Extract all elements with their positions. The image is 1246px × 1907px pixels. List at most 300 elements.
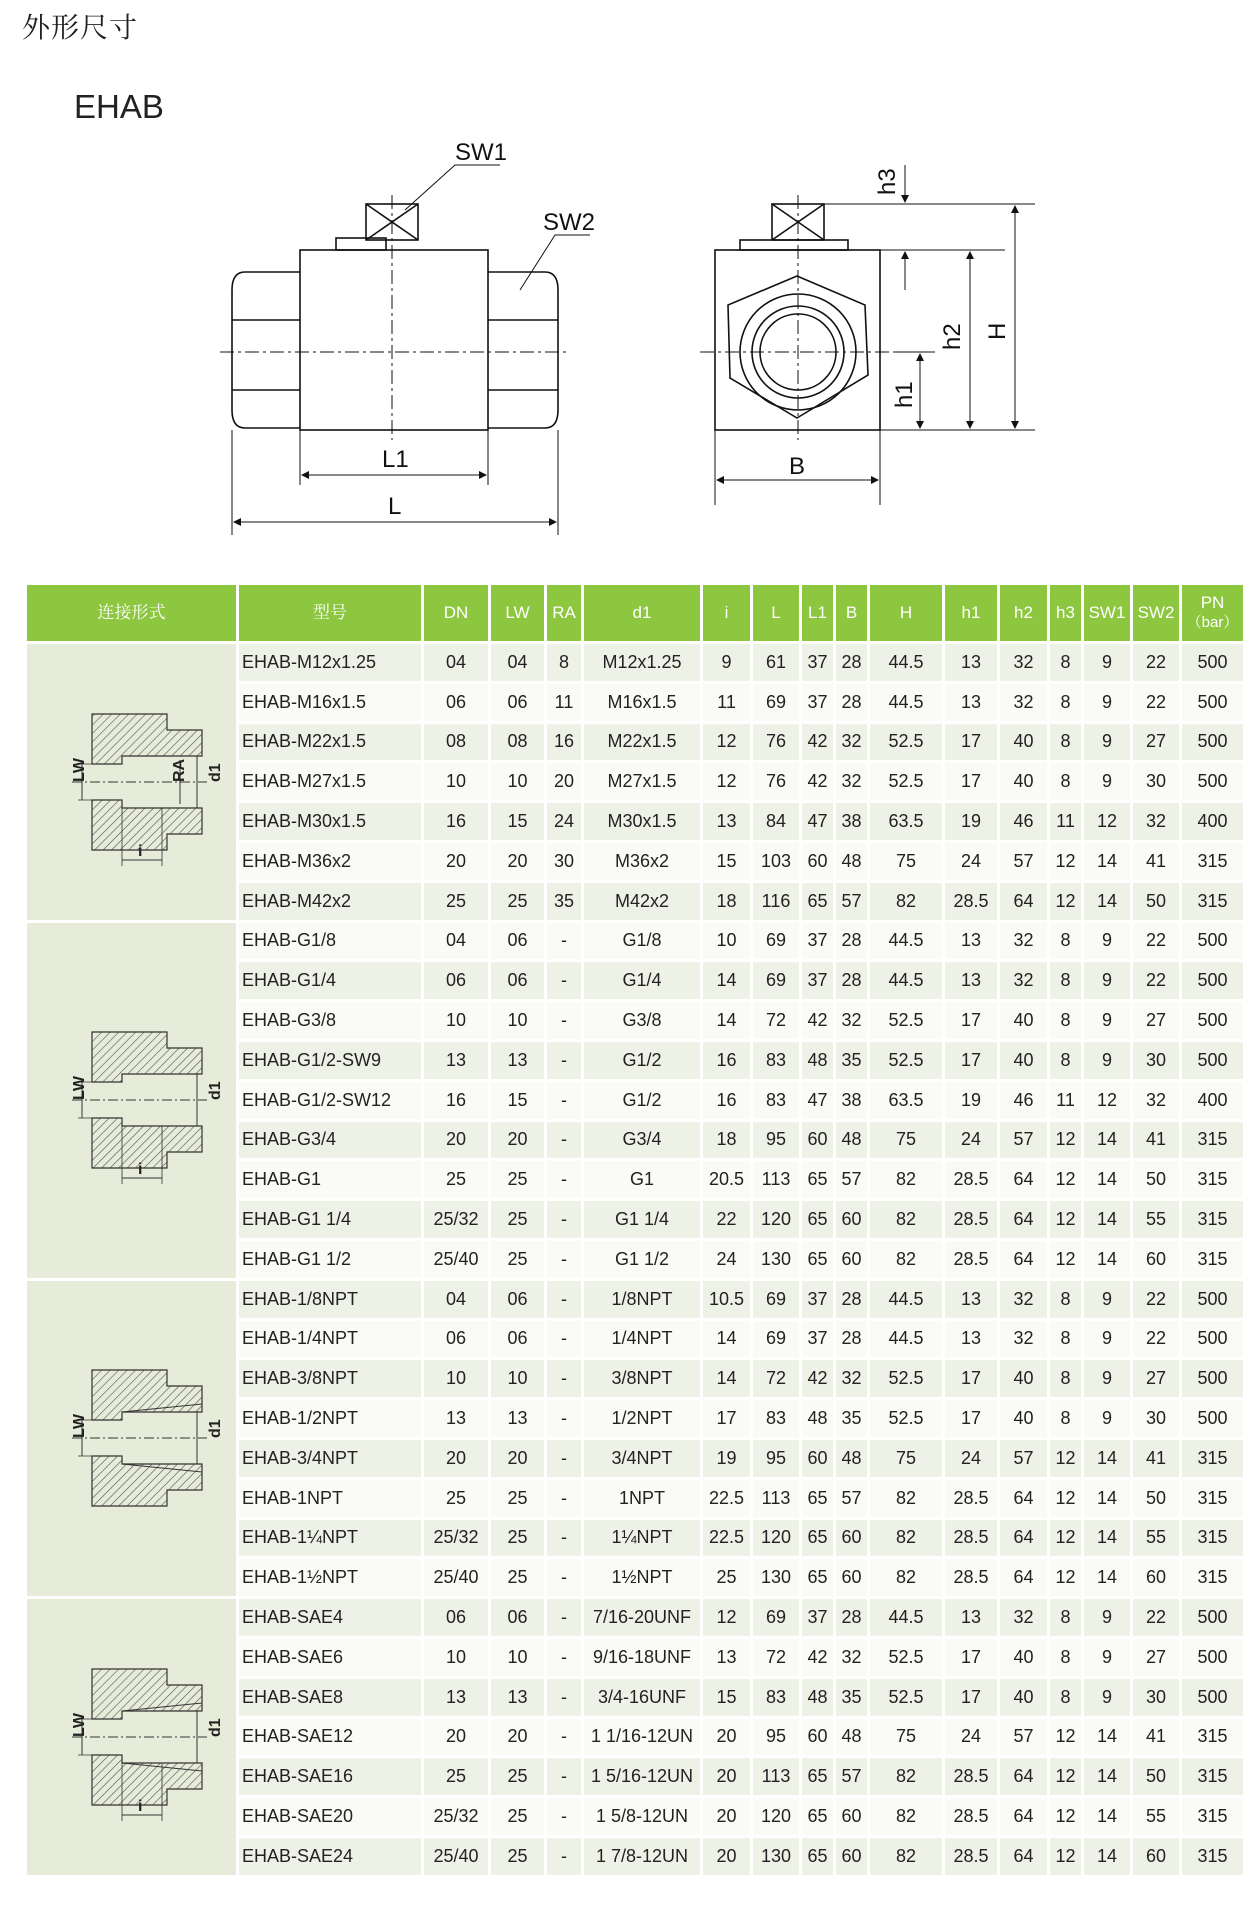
header-h: H [870,585,942,641]
cell-lw: 10 [491,763,544,800]
cell-sw2: 41 [1133,1719,1179,1756]
cell-sw2: 27 [1133,724,1179,761]
cell-d1: 9/16-18UNF [584,1639,700,1676]
cell-h1: 28.5 [945,1559,997,1596]
page-title: 外形尺寸 [22,11,139,44]
cell-d1: 1NPT [584,1480,700,1517]
cell-l: 130 [753,1559,799,1596]
cell-h3: 8 [1050,1599,1081,1636]
cell-sw1: 14 [1084,1161,1130,1198]
cell-l: 130 [753,1241,799,1278]
cell-model: EHAB-3/4NPT [239,1440,421,1477]
cell-b: 60 [836,1201,867,1238]
cell-dn: 10 [424,1002,488,1039]
cell-h2: 46 [1000,1082,1047,1119]
cell-sw2: 22 [1133,1281,1179,1318]
cell-model: EHAB-M16x1.5 [239,684,421,721]
cell-l1: 42 [802,1002,833,1039]
cell-ra: 24 [547,803,581,840]
cell-model: EHAB-SAE8 [239,1679,421,1716]
cell-ra: - [547,1639,581,1676]
cell-dn: 16 [424,1082,488,1119]
cell-ra: - [547,1599,581,1636]
cell-b: 48 [836,1122,867,1159]
cell-h1: 17 [945,1002,997,1039]
cell-lw: 25 [491,1559,544,1596]
cell-sw2: 22 [1133,923,1179,960]
cell-sw1: 14 [1084,1719,1130,1756]
thumb-label-d1: d1 [206,1419,224,1439]
cell-d1: G1/4 [584,962,700,999]
cell-b: 57 [836,1480,867,1517]
cell-dn: 04 [424,923,488,960]
cell-h: 82 [870,1559,942,1596]
cell-sw2: 55 [1133,1798,1179,1835]
cell-h1: 13 [945,644,997,681]
cell-dn: 20 [424,1440,488,1477]
cell-dn: 25/40 [424,1838,488,1875]
cell-l: 130 [753,1838,799,1875]
thumb-label-i: i [137,842,142,860]
thumb-label-i: i [137,1797,142,1815]
cell-pn: 500 [1182,1599,1243,1636]
cell-b: 48 [836,1440,867,1477]
thumb-label-lw: LW [70,1414,88,1439]
cell-ra: - [547,1520,581,1557]
cell-d1: 1/8NPT [584,1281,700,1318]
cell-i: 22.5 [703,1480,750,1517]
cell-h1: 28.5 [945,1838,997,1875]
cell-sw2: 41 [1133,843,1179,880]
cell-i: 10.5 [703,1281,750,1318]
cell-pn: 315 [1182,1758,1243,1795]
label-l1: L1 [382,446,409,473]
cell-h2: 64 [1000,1241,1047,1278]
cell-pn: 315 [1182,1480,1243,1517]
cell-l: 113 [753,1480,799,1517]
thumb-label-d1: d1 [206,1718,224,1737]
cell-h1: 17 [945,1679,997,1716]
cell-lw: 13 [491,1400,544,1437]
cell-i: 22.5 [703,1520,750,1557]
cell-dn: 20 [424,843,488,880]
cell-l: 113 [753,1758,799,1795]
cell-i: 19 [703,1440,750,1477]
cell-i: 12 [703,724,750,761]
cell-sw2: 30 [1133,1042,1179,1079]
cell-b: 32 [836,1639,867,1676]
table-header-row [27,585,1243,641]
cell-i: 12 [703,763,750,800]
header-connection-type: 连接形式 [27,585,236,641]
cell-b: 32 [836,1360,867,1397]
cell-sw1: 14 [1084,843,1130,880]
cell-h2: 64 [1000,1838,1047,1875]
cell-h3: 12 [1050,1838,1081,1875]
thumb-label-i: i [137,1161,142,1179]
cell-h2: 40 [1000,1360,1047,1397]
cell-dn: 25 [424,1758,488,1795]
cell-lw: 25 [491,883,544,920]
cell-sw1: 9 [1084,1599,1130,1636]
cell-h2: 57 [1000,1122,1047,1159]
cell-l1: 65 [802,1480,833,1517]
cell-sw1: 9 [1084,1321,1130,1358]
cell-b: 57 [836,1161,867,1198]
cell-lw: 25 [491,1758,544,1795]
cell-h: 52.5 [870,1400,942,1437]
cell-pn: 315 [1182,1838,1243,1875]
cell-l: 69 [753,1281,799,1318]
cell-sw1: 9 [1084,1639,1130,1676]
cell-b: 28 [836,1599,867,1636]
cell-sw1: 9 [1084,1400,1130,1437]
cell-dn: 25 [424,883,488,920]
cell-ra: 11 [547,684,581,721]
cell-d1: 1 5/8-12UN [584,1798,700,1835]
header-ra: RA [547,585,581,641]
cell-h3: 12 [1050,1520,1081,1557]
cell-lw: 25 [491,1480,544,1517]
cell-h3: 8 [1050,1639,1081,1676]
cell-pn: 500 [1182,1002,1243,1039]
cell-d1: G1 1/2 [584,1241,700,1278]
cell-lw: 13 [491,1679,544,1716]
cell-h1: 17 [945,1360,997,1397]
cell-sw1: 14 [1084,1241,1130,1278]
cell-sw1: 14 [1084,1480,1130,1517]
cell-h1: 24 [945,1122,997,1159]
valve-dimension-drawing [0,130,1244,550]
cell-h2: 32 [1000,644,1047,681]
cell-l: 72 [753,1002,799,1039]
cell-sw2: 22 [1133,644,1179,681]
cell-l: 76 [753,724,799,761]
cell-i: 13 [703,803,750,840]
cell-pn: 315 [1182,1440,1243,1477]
cell-h: 75 [870,843,942,880]
cell-sw1: 14 [1084,1440,1130,1477]
cell-dn: 25/40 [424,1559,488,1596]
cell-h2: 40 [1000,1002,1047,1039]
cell-model: EHAB-M42x2 [239,883,421,920]
cell-d1: M22x1.5 [584,724,700,761]
cell-h3: 8 [1050,1281,1081,1318]
header-pn [1182,585,1243,641]
table-row [27,1599,1243,1636]
cell-dn: 06 [424,1321,488,1358]
cell-h3: 12 [1050,843,1081,880]
thumb-label-lw: LW [70,1076,88,1101]
cell-h: 82 [870,1838,942,1875]
cell-sw2: 41 [1133,1122,1179,1159]
cell-lw: 20 [491,1122,544,1159]
cell-b: 35 [836,1679,867,1716]
cell-ra: - [547,1241,581,1278]
cell-h3: 8 [1050,1360,1081,1397]
cell-ra: - [547,1360,581,1397]
cell-lw: 06 [491,923,544,960]
cell-lw: 10 [491,1002,544,1039]
cell-b: 35 [836,1042,867,1079]
cell-d1: M42x2 [584,883,700,920]
cell-h1: 13 [945,962,997,999]
label-h1: h1 [891,381,918,408]
cell-model: EHAB-SAE16 [239,1758,421,1795]
cell-sw2: 27 [1133,1360,1179,1397]
cell-h: 75 [870,1440,942,1477]
cell-b: 35 [836,1400,867,1437]
cell-h1: 28.5 [945,1758,997,1795]
cell-model: EHAB-SAE4 [239,1599,421,1636]
cell-sw2: 60 [1133,1241,1179,1278]
side-view [220,165,590,535]
cell-l: 69 [753,684,799,721]
thumb-label-d1: d1 [206,1081,224,1101]
cell-l1: 65 [802,883,833,920]
cell-l: 95 [753,1440,799,1477]
cell-sw1: 9 [1084,684,1130,721]
cell-l1: 37 [802,1321,833,1358]
cell-h1: 28.5 [945,1480,997,1517]
cell-model: EHAB-M27x1.5 [239,763,421,800]
cell-ra: - [547,1480,581,1517]
cell-h3: 12 [1050,1559,1081,1596]
cell-h: 82 [870,1161,942,1198]
cell-dn: 13 [424,1400,488,1437]
cell-b: 60 [836,1798,867,1835]
header-i: i [703,585,750,641]
cell-h: 63.5 [870,1082,942,1119]
cell-h1: 28.5 [945,883,997,920]
cell-h2: 32 [1000,1321,1047,1358]
cell-model: EHAB-1/2NPT [239,1400,421,1437]
cell-sw2: 30 [1133,1679,1179,1716]
cell-d1: G1/2 [584,1082,700,1119]
cell-h: 44.5 [870,1281,942,1318]
cell-h2: 40 [1000,763,1047,800]
label-H: H [984,322,1011,340]
cell-l: 120 [753,1520,799,1557]
cell-d1: 7/16-20UNF [584,1599,700,1636]
cell-h2: 40 [1000,1042,1047,1079]
cell-ra: 35 [547,883,581,920]
cell-h2: 32 [1000,1281,1047,1318]
cell-b: 32 [836,724,867,761]
cell-sw1: 9 [1084,1281,1130,1318]
cell-sw1: 9 [1084,962,1130,999]
cell-h2: 64 [1000,883,1047,920]
cell-sw1: 14 [1084,1758,1130,1795]
label-h3: h3 [874,168,901,195]
header-h3: h3 [1050,585,1081,641]
cell-pn: 500 [1182,1321,1243,1358]
cell-h3: 8 [1050,1042,1081,1079]
cell-d1: G3/8 [584,1002,700,1039]
cell-model: EHAB-M30x1.5 [239,803,421,840]
cell-l1: 37 [802,1281,833,1318]
cell-h2: 57 [1000,843,1047,880]
cell-h3: 12 [1050,1480,1081,1517]
cell-sw1: 9 [1084,1002,1130,1039]
cell-l1: 48 [802,1400,833,1437]
cell-sw2: 22 [1133,1599,1179,1636]
cell-dn: 13 [424,1679,488,1716]
cell-dn: 08 [424,724,488,761]
cell-sw1: 9 [1084,724,1130,761]
cell-sw1: 9 [1084,763,1130,800]
cell-pn: 315 [1182,883,1243,920]
cell-h: 52.5 [870,1002,942,1039]
cell-lw: 25 [491,1798,544,1835]
cell-h1: 17 [945,763,997,800]
header-l: L [753,585,799,641]
cell-l: 69 [753,1599,799,1636]
cell-h3: 12 [1050,883,1081,920]
cell-model: EHAB-G1/2-SW12 [239,1082,421,1119]
cell-h1: 13 [945,1321,997,1358]
cell-i: 14 [703,1002,750,1039]
cell-sw2: 27 [1133,1002,1179,1039]
cell-h1: 28.5 [945,1241,997,1278]
cell-i: 15 [703,1679,750,1716]
cell-sw2: 30 [1133,1400,1179,1437]
cell-h2: 40 [1000,724,1047,761]
label-b: B [789,453,806,480]
cell-b: 28 [836,644,867,681]
dimension-table [24,582,1246,1878]
cell-pn: 315 [1182,1241,1243,1278]
cell-pn: 500 [1182,1679,1243,1716]
cell-b: 48 [836,843,867,880]
cell-ra: - [547,1798,581,1835]
cell-ra: - [547,1400,581,1437]
cell-l: 69 [753,962,799,999]
thumb-label-ra: RA [170,758,188,782]
cell-sw1: 14 [1084,1798,1130,1835]
cell-sw2: 50 [1133,883,1179,920]
cell-l: 69 [753,923,799,960]
cell-i: 14 [703,1360,750,1397]
cell-h3: 8 [1050,1400,1081,1437]
cell-l: 103 [753,843,799,880]
cell-l: 83 [753,1679,799,1716]
cell-model: EHAB-G1/8 [239,923,421,960]
cell-dn: 10 [424,1360,488,1397]
cell-sw1: 9 [1084,1679,1130,1716]
cell-h2: 32 [1000,1599,1047,1636]
thumb-label-lw: LW [70,757,88,782]
cell-h3: 8 [1050,962,1081,999]
cell-dn: 13 [424,1042,488,1079]
cell-dn: 25/40 [424,1241,488,1278]
cell-i: 11 [703,684,750,721]
cell-ra: - [547,1281,581,1318]
cell-ra: - [547,1679,581,1716]
cell-sw1: 9 [1084,923,1130,960]
cell-b: 32 [836,1002,867,1039]
cell-pn: 400 [1182,1082,1243,1119]
cell-l1: 60 [802,1440,833,1477]
cell-model: EHAB-SAE24 [239,1838,421,1875]
cell-l1: 65 [802,1758,833,1795]
cell-b: 28 [836,1321,867,1358]
cell-model: EHAB-1/8NPT [239,1281,421,1318]
cell-h2: 40 [1000,1679,1047,1716]
cell-i: 14 [703,962,750,999]
cell-sw1: 9 [1084,1042,1130,1079]
cell-l: 61 [753,644,799,681]
cell-b: 28 [836,962,867,999]
thumb-label-lw: LW [70,1712,88,1737]
label-sw1: SW1 [455,139,508,166]
cell-l: 69 [753,1321,799,1358]
cell-model: EHAB-M12x1.25 [239,644,421,681]
cell-ra: 8 [547,644,581,681]
cell-h2: 57 [1000,1719,1047,1756]
cell-pn: 315 [1182,1161,1243,1198]
cell-b: 48 [836,1719,867,1756]
cell-d1: G1 [584,1161,700,1198]
cell-h2: 46 [1000,803,1047,840]
cell-l1: 65 [802,1559,833,1596]
cell-pn: 500 [1182,644,1243,681]
cell-b: 32 [836,763,867,800]
cell-i: 10 [703,923,750,960]
cell-ra: - [547,1321,581,1358]
cell-h1: 17 [945,1639,997,1676]
cell-pn: 500 [1182,1400,1243,1437]
cell-i: 13 [703,1639,750,1676]
cell-sw2: 30 [1133,763,1179,800]
cell-h2: 64 [1000,1520,1047,1557]
cell-pn: 500 [1182,1042,1243,1079]
cell-h3: 8 [1050,923,1081,960]
cell-d1: G1 1/4 [584,1201,700,1238]
cell-lw: 15 [491,1082,544,1119]
cell-pn: 500 [1182,763,1243,800]
cell-h1: 28.5 [945,1201,997,1238]
cell-h2: 64 [1000,1480,1047,1517]
cell-dn: 10 [424,1639,488,1676]
cell-h: 44.5 [870,684,942,721]
cell-l1: 37 [802,962,833,999]
cell-sw1: 12 [1084,803,1130,840]
cell-l1: 42 [802,1360,833,1397]
cell-i: 20 [703,1719,750,1756]
cell-h: 63.5 [870,803,942,840]
cell-l1: 65 [802,1838,833,1875]
cell-model: EHAB-SAE12 [239,1719,421,1756]
cell-h1: 24 [945,843,997,880]
cell-h2: 40 [1000,1400,1047,1437]
cell-ra: - [547,1122,581,1159]
cell-ra: - [547,1440,581,1477]
cell-i: 20.5 [703,1161,750,1198]
cell-l1: 65 [802,1520,833,1557]
cell-lw: 25 [491,1241,544,1278]
cell-lw: 25 [491,1520,544,1557]
thumb-label-d1: d1 [206,763,224,782]
cell-h2: 32 [1000,962,1047,999]
cell-h1: 28.5 [945,1161,997,1198]
cell-sw2: 60 [1133,1559,1179,1596]
cell-l: 83 [753,1082,799,1119]
cell-l: 72 [753,1360,799,1397]
header-b: B [836,585,867,641]
cell-pn: 500 [1182,1639,1243,1676]
cell-pn: 400 [1182,803,1243,840]
